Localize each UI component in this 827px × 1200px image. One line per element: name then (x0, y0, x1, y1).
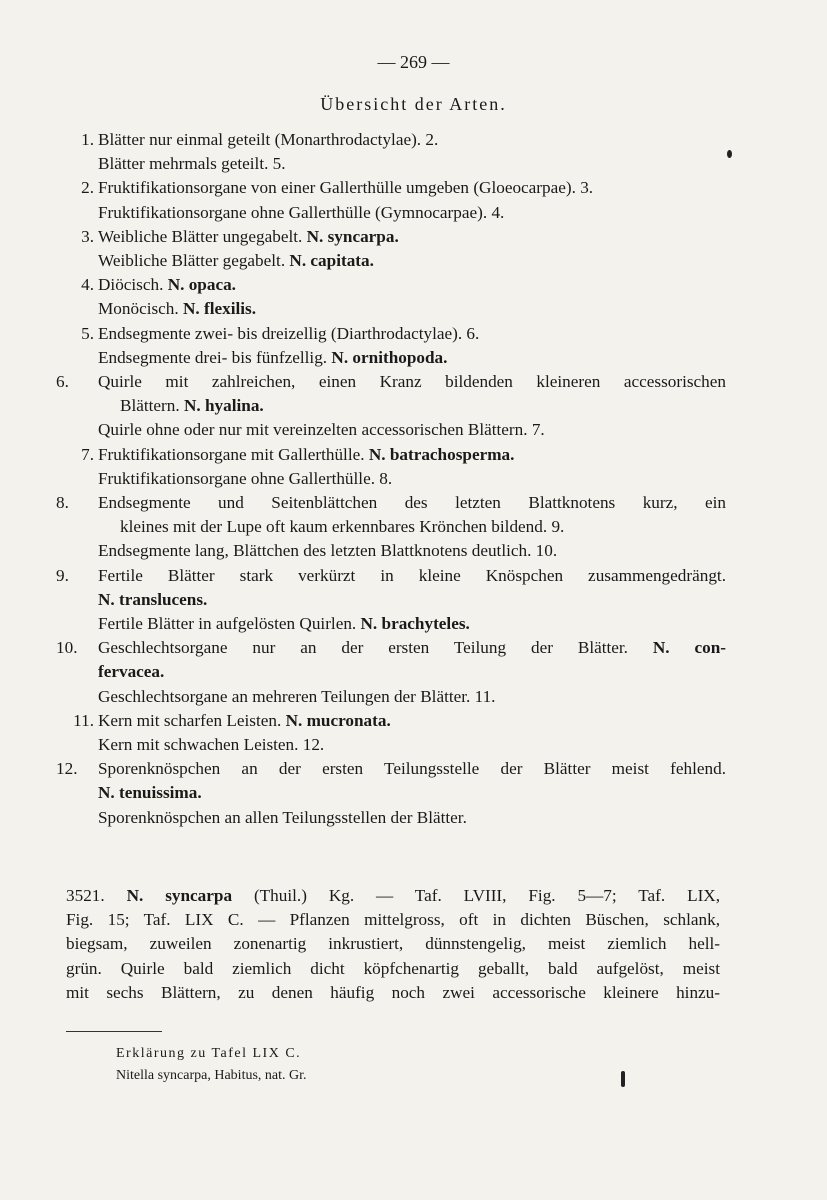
key-line (56, 152, 726, 176)
species-name: N. brachyteles. (360, 614, 470, 633)
key-line (56, 588, 726, 612)
key-line (56, 685, 726, 709)
key-entry (98, 757, 726, 781)
species-name: N. con- (652, 638, 726, 658)
footnote-rule (66, 1031, 162, 1032)
key-text: Blätter nur einmal geteilt (Monarthrodactylae). 2. (98, 130, 439, 149)
key-number: 6. (56, 372, 69, 391)
species-name: N. capitata. (289, 251, 374, 270)
key-line (56, 249, 726, 273)
species-name: N. tenuissima. (98, 783, 202, 803)
key-line (56, 176, 726, 200)
key-number: 7. (81, 444, 94, 464)
key-entry (98, 443, 726, 467)
key-line (56, 297, 726, 321)
key-text: Sporenknöspchen an allen Teilungsstellen der Blätter. (98, 807, 467, 827)
key-text: kleines mit der Lupe oft kaum erkennbares Krönchen bildend. 9. (120, 517, 565, 537)
key-text: Geschlechtsorgane nur an der ersten Teilung der Blätter. (98, 638, 653, 658)
key-text: Monöcisch. (98, 299, 183, 319)
description-line (66, 957, 720, 981)
key-text: Blätter mehrmals geteilt. 5. (98, 154, 286, 174)
key-line (56, 346, 726, 370)
species-name: N. translucens. (98, 589, 208, 609)
key-entry (98, 564, 726, 588)
key-entry (98, 418, 726, 442)
key-text: Fertile Blätter stark verkürzt in kleine Knöspchen zusammengedrängt. (98, 565, 726, 585)
key-entry (98, 685, 726, 709)
footnote-text: Nitella syncarpa, Habitus, nat. Gr. (116, 1068, 307, 1083)
key-line (56, 273, 726, 297)
key-text: Sporenknöspchen an der ersten Teilungsstelle der Blätter meist fehlend. (98, 759, 726, 779)
key-text: Fruktifikationsorgane von einer Gallerthülle umgeben (Gloeocarpae). 3. (98, 178, 594, 198)
key-text: Blättern. (120, 396, 184, 416)
key-line (56, 467, 726, 491)
key-text: Weibliche Blätter ungegabelt. (98, 226, 307, 246)
key-entry (98, 225, 726, 249)
species-name: N. syncarpa. (306, 226, 399, 246)
key-entry (98, 201, 726, 225)
key-entry (98, 249, 726, 273)
key-text: 3521. (66, 886, 127, 905)
page-number: — 269 — (377, 52, 450, 72)
species-name: N. hyalina. (183, 396, 264, 416)
key-entry (98, 539, 726, 563)
species-name: N. syncarpa (126, 886, 233, 905)
key-entry (98, 128, 726, 152)
key-number: 9. (56, 565, 69, 585)
key-text: biegsam, zuweilen zonenartig inkrustiert, dünnstengelig, meist ziemlich hell- (66, 934, 720, 954)
key-line (56, 709, 726, 733)
footnote-title: Erklärung zu Tafel LIX C. (116, 1046, 302, 1061)
key-line (56, 806, 726, 830)
key-text: Kern mit scharfen Leisten. (98, 710, 286, 730)
species-name: N. mucronata. (285, 710, 391, 730)
key-text: Diöcisch. (98, 275, 168, 295)
key-entry (98, 636, 726, 660)
key-line (56, 394, 726, 418)
key-entry (98, 806, 726, 830)
key-text: Fig. 15; Taf. LIX C. — Pflanzen mittelgross, oft in dichten Büschen, schlank, (66, 910, 720, 930)
description-line (66, 981, 720, 1005)
key-entry (98, 733, 726, 757)
key-text: (Thuil.) Kg. — Taf. LVIII, Fig. 5—7; Taf. LIX, (232, 886, 721, 905)
key-number: 12. (56, 759, 78, 779)
key-entry (98, 588, 726, 612)
key-number: 2. (81, 178, 94, 198)
key-text: mit sechs Blättern, zu denen häufig noch zwei accessorische kleinere hinzu- (66, 982, 720, 1002)
species-name: N. ornithopoda. (331, 347, 448, 367)
description-line (66, 908, 720, 932)
key-text: Geschlechtsorgane an mehreren Teilungen der Blätter. 11. (98, 686, 496, 706)
key-text: Fertile Blätter in aufgelösten Quirlen. (98, 614, 361, 633)
key-entry (98, 709, 726, 733)
ink-speck (727, 150, 732, 158)
key-text: Quirle mit zahlreichen, einen Kranz bildenden kleineren accessorischen (98, 372, 726, 391)
key-line (56, 322, 726, 346)
key-entry (98, 467, 726, 491)
key-text: grün. Quirle bald ziemlich dicht köpfchenartig geballt, bald aufgelöst, meist (66, 958, 720, 978)
species-name: N. batrachosperma. (368, 444, 515, 464)
key-line (56, 418, 726, 442)
key-entry (98, 491, 726, 515)
key-text: Weibliche Blätter gegabelt. (98, 251, 290, 270)
key-line (56, 443, 726, 467)
key-number: 1. (81, 130, 94, 149)
key-entry (98, 346, 726, 370)
key-number: 8. (56, 493, 69, 512)
key-line (56, 201, 726, 225)
key-entry (98, 152, 726, 176)
key-entry (98, 176, 726, 200)
key-line (56, 564, 726, 588)
key-text: Quirle ohne oder nur mit vereinzelten accessorischen Blättern. 7. (98, 420, 545, 440)
key-line (56, 781, 726, 805)
key-line (56, 733, 726, 757)
key-line (56, 636, 726, 660)
key-entry (98, 660, 726, 684)
species-name: N. flexilis. (182, 299, 257, 319)
key-text: Fruktifikationsorgane ohne Gallerthülle. 8. (98, 468, 393, 488)
key-entry (98, 370, 726, 394)
key-text: Fruktifikationsorgane mit Gallerthülle. (98, 444, 369, 464)
key-entry (120, 515, 726, 539)
key-line (56, 612, 726, 636)
key-text: Endsegmente zwei- bis dreizellig (Diarthrodactylae). 6. (98, 323, 480, 343)
key-number: 10. (56, 638, 78, 658)
key-entry (120, 394, 726, 418)
key-text: Endsegmente drei- bis fünfzellig. (98, 347, 332, 367)
key-line (56, 370, 726, 394)
key-entry (98, 297, 726, 321)
key-number: 5. (81, 323, 94, 343)
key-text: Endsegmente lang, Blättchen des letzten Blattknotens deutlich. 10. (98, 541, 558, 561)
key-number: 4. (81, 275, 94, 295)
key-text: Kern mit schwachen Leisten. 12. (98, 735, 325, 754)
key-line (56, 225, 726, 249)
key-line (56, 515, 726, 539)
key-entry (98, 781, 726, 805)
key-entry (98, 612, 726, 636)
description-line (66, 884, 720, 908)
key-number: 11. (73, 710, 94, 730)
key-number: 3. (81, 226, 94, 246)
key-entry (98, 273, 726, 297)
key-line (56, 128, 726, 152)
ink-speck (621, 1071, 625, 1087)
key-line (56, 491, 726, 515)
key-text: Endsegmente und Seitenblättchen des letzten Blattknotens kurz, ein (98, 493, 726, 512)
description-line (66, 932, 720, 956)
key-text: Fruktifikationsorgane ohne Gallerthülle (Gymnocarpae). 4. (98, 202, 505, 222)
key-line (56, 660, 726, 684)
key-entry (98, 322, 726, 346)
key-line (56, 757, 726, 781)
species-name: fervacea. (98, 662, 165, 682)
section-heading: Übersicht der Arten. (320, 94, 507, 114)
species-name: N. opaca. (167, 275, 236, 295)
key-line (56, 539, 726, 563)
